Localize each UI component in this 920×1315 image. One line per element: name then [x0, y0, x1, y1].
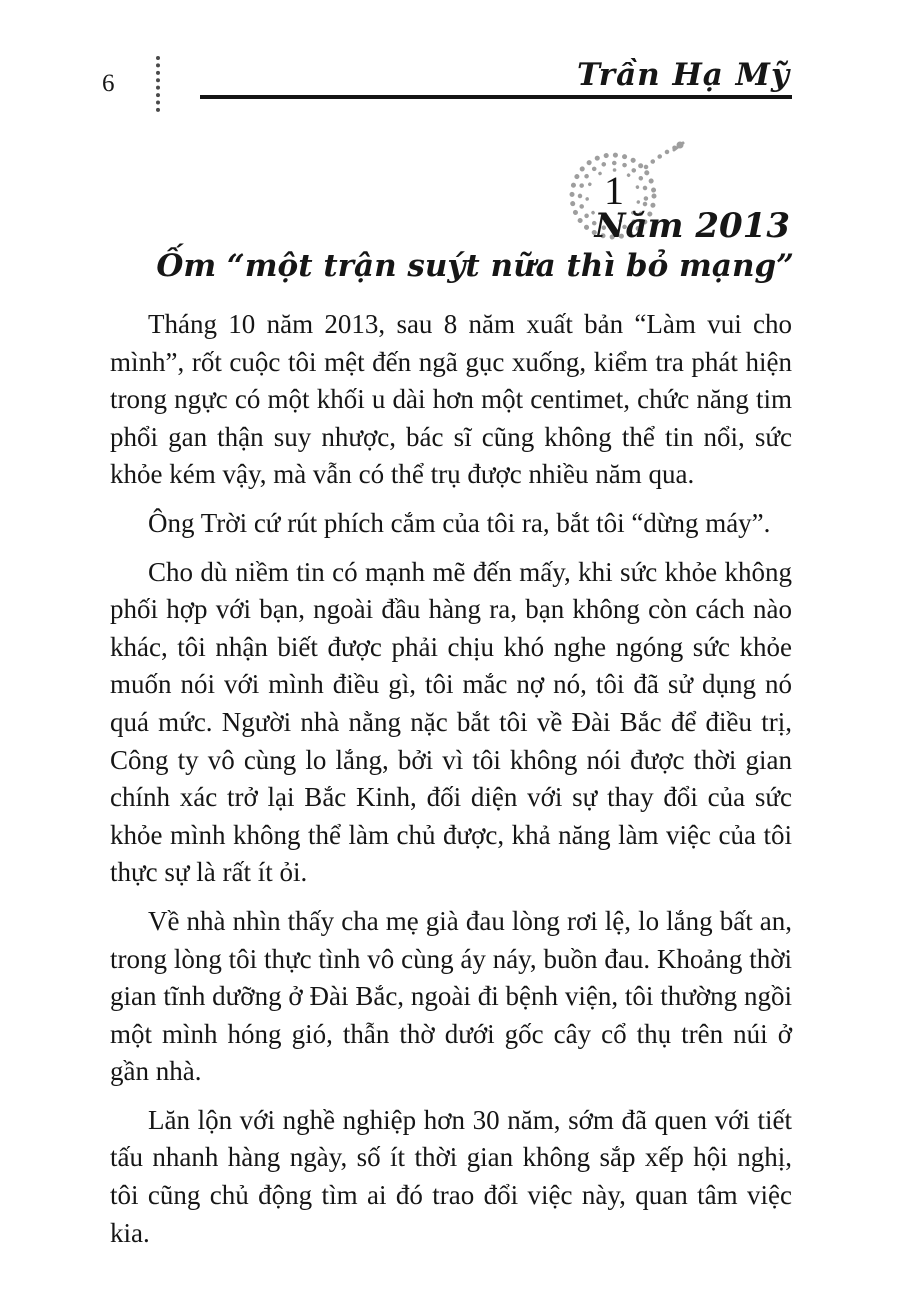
paragraph: Ông Trời cứ rút phích cắm của tôi ra, bắt tôi “dừng máy”.: [148, 507, 771, 538]
chapter-subtitle: Ốm “một trận suýt nữa thì bỏ mạng”: [156, 248, 794, 284]
paragraph: Về nhà nhìn thấy cha mẹ già đau lòng rơi lệ, lo lắng bất an, trong lòng tôi thực tình vô cùng áy náy, buồn đau. Khoảng thời gian tĩnh dưỡng ở Đài Bắc, ngoài đi bệnh viện, tôi thường ngồi một mình hóng gió, thẫn thờ dưới gốc cây cổ thụ trên núi ở gần nhà.: [110, 905, 792, 1087]
paragraph: Tháng 10 năm 2013, sau 8 năm xuất bản “Làm vui cho mình”, rốt cuộc tôi mệt đến ngã gục xuống, kiểm tra phát hiện trong ngực có một khối u dài hơn một centimet, chức năng tim phổi gan thận suy nhược, bác sĩ cũng không thể tin nổi, sức khỏe kém vậy, mà vẫn có thể trụ được nhiều năm qua.: [110, 309, 792, 490]
chapter-number: 1: [604, 168, 624, 213]
header-rule: [200, 95, 792, 99]
paragraph: Lăn lộn với nghề nghiệp hơn 30 năm, sớm đã quen với tiết tấu nhanh hàng ngày, số ít thời gian không sắp xếp hội nghị, tôi cũng chủ động tìm ai đó trao đổi việc này, quan tâm việc kia.: [110, 1104, 792, 1248]
page-number: 6: [102, 70, 116, 97]
running-header-author: Trần Hạ Mỹ: [576, 57, 790, 93]
body-text: [110, 306, 792, 1263]
chapter-year-title: Năm 2013: [594, 206, 790, 246]
paragraph: Cho dù niềm tin có mạnh mẽ đến mấy, khi sức khỏe không phối hợp với bạn, ngoài đầu hàng ra, bạn không còn cách nào khác, tôi nhận biết được phải chịu khó nghe ngóng sức khỏe muốn nói với mình điều gì, tôi mắc nợ nó, tôi đã sử dụng nó quá mức. Người nhà nằng nặc bắt tôi về Đài Bắc để điều trị, Công ty vô cùng lo lắng, bởi vì tôi không nói được thời gian chính xác trở lại Bắc Kinh, đối diện với sự thay đổi của sức khỏe mình không thể làm chủ được, khả năng làm việc của tôi thực sự là rất ít ỏi.: [110, 556, 792, 888]
beaded-divider-icon: [156, 56, 160, 112]
